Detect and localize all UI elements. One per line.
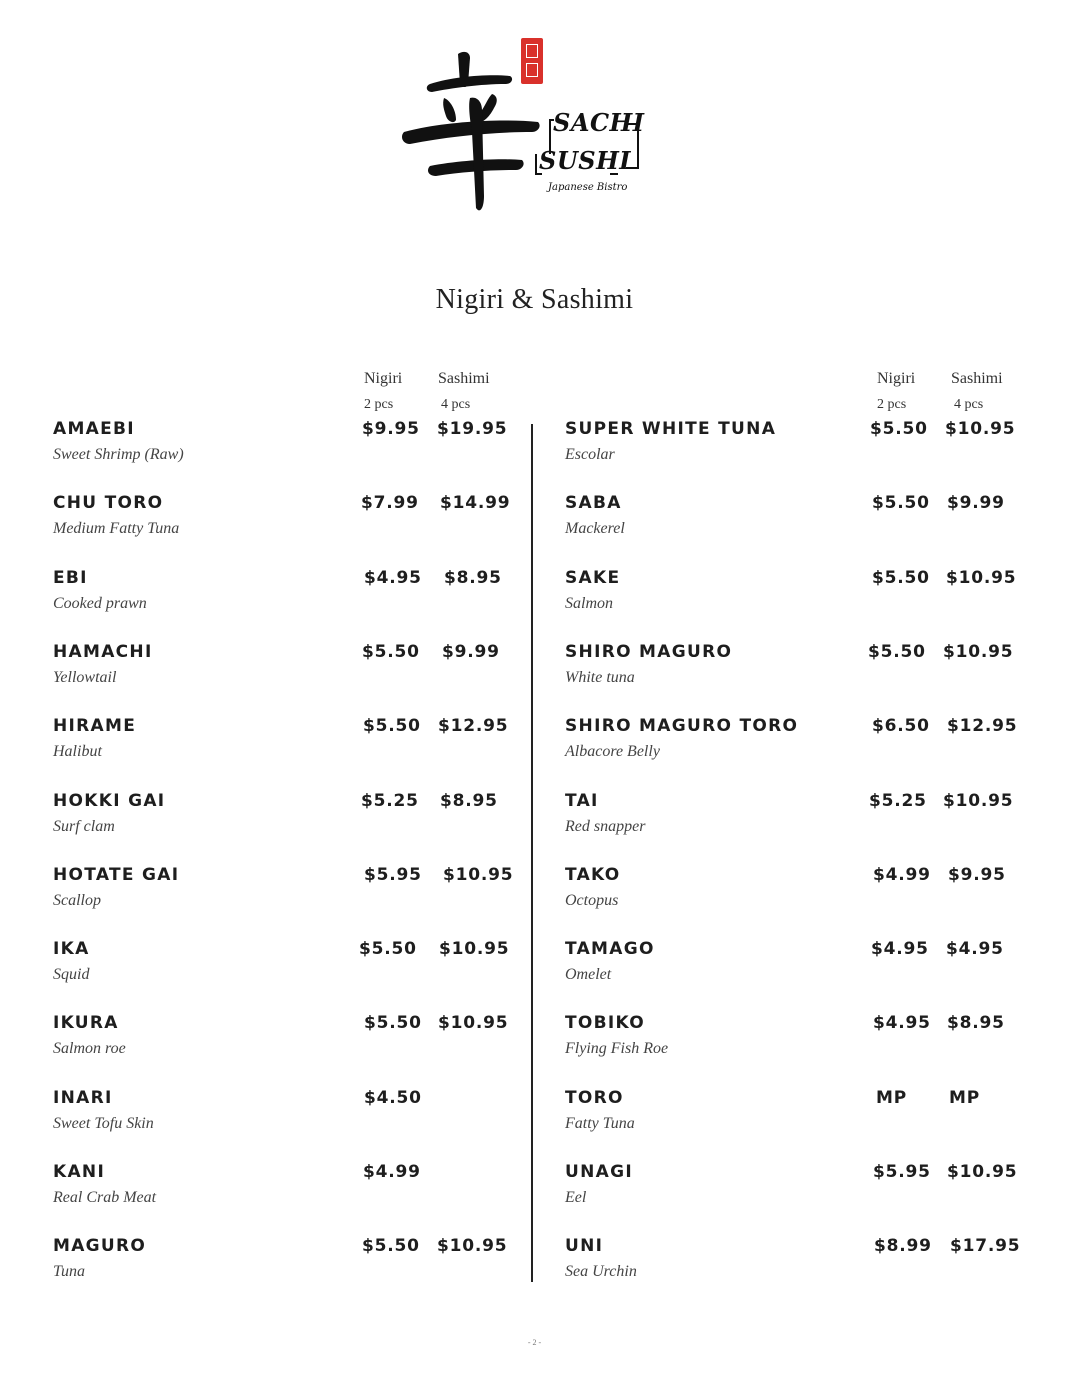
menu-item	[53, 1162, 513, 1222]
sashimi-price: $12.95	[438, 716, 509, 736]
menu-item	[565, 1088, 1025, 1148]
menu-item	[53, 419, 513, 479]
logo-wordmark-sachi: SACHI	[553, 108, 645, 137]
item-name: TOBIKO	[565, 1013, 645, 1033]
item-description: Squid	[53, 966, 90, 983]
sashimi-price: $10.95	[946, 568, 1017, 588]
sashimi-price: $17.95	[950, 1236, 1021, 1256]
nigiri-price: $4.95	[873, 1013, 931, 1033]
item-description: Cooked prawn	[53, 595, 147, 612]
item-name: IKURA	[53, 1013, 119, 1033]
nigiri-label: Nigiri	[877, 370, 916, 387]
item-description: Yellowtail	[53, 669, 117, 686]
nigiri-price: $6.50	[872, 716, 930, 736]
sashimi-price: MP	[949, 1088, 980, 1108]
menu-item	[53, 568, 513, 628]
nigiri-price: $5.50	[364, 1013, 422, 1033]
sashimi-price: $8.95	[444, 568, 502, 588]
sashimi-price: $10.95	[943, 791, 1014, 811]
nigiri-label: Nigiri	[364, 370, 403, 387]
menu-item	[53, 1088, 513, 1148]
nigiri-price: $9.95	[362, 419, 420, 439]
nigiri-price: $4.50	[364, 1088, 422, 1108]
item-description: Salmon	[565, 595, 613, 612]
item-description: Medium Fatty Tuna	[53, 520, 180, 537]
item-description: Flying Fish Roe	[565, 1040, 669, 1057]
page-number: - 2 -	[527, 1338, 542, 1347]
item-description: Escolar	[565, 446, 615, 463]
menu-item	[565, 865, 1025, 925]
nigiri-pieces-label: 2 pcs	[877, 397, 907, 412]
menu-item	[53, 642, 513, 702]
sashimi-pieces-label: 4 pcs	[954, 397, 984, 412]
sashimi-price: $8.95	[947, 1013, 1005, 1033]
sashimi-price: $10.95	[947, 1162, 1018, 1182]
nigiri-price: $5.50	[362, 642, 420, 662]
item-name: TAI	[565, 791, 599, 811]
nigiri-price: $8.99	[874, 1236, 932, 1256]
item-description: Tuna	[53, 1263, 86, 1280]
nigiri-price: $5.50	[872, 493, 930, 513]
nigiri-price: $5.25	[361, 791, 419, 811]
menu-item	[53, 493, 513, 553]
menu-item	[53, 939, 513, 999]
nigiri-price: $5.50	[868, 642, 926, 662]
nigiri-price: $5.50	[362, 1236, 420, 1256]
item-description: Sea Urchin	[565, 1263, 637, 1280]
sashimi-price: $12.95	[947, 716, 1018, 736]
nigiri-column-header	[877, 366, 915, 418]
menu-item	[565, 419, 1025, 479]
menu-item	[565, 716, 1025, 776]
item-description: Mackerel	[565, 520, 625, 537]
nigiri-price: $4.95	[871, 939, 929, 959]
item-description: Sweet Shrimp (Raw)	[53, 446, 184, 463]
column-divider	[531, 424, 533, 1282]
menu-item	[565, 791, 1025, 851]
item-name: INARI	[53, 1088, 113, 1108]
sashimi-price: $9.99	[442, 642, 500, 662]
nigiri-price: $5.95	[873, 1162, 931, 1182]
item-name: SAKE	[565, 568, 621, 588]
menu-item	[565, 642, 1025, 702]
sashimi-price: $19.95	[437, 419, 508, 439]
page-title: Nigiri & Sashimi	[435, 284, 634, 315]
nigiri-price: $5.50	[359, 939, 417, 959]
item-description: White tuna	[565, 669, 635, 686]
menu-item	[53, 791, 513, 851]
menu-item	[53, 865, 513, 925]
menu-item	[565, 939, 1025, 999]
item-name: TAMAGO	[565, 939, 655, 959]
item-description: Sweet Tofu Skin	[53, 1115, 154, 1132]
logo-tagline: Japanese Bistro	[548, 182, 628, 193]
nigiri-price: $5.50	[870, 419, 928, 439]
nigiri-price: $5.25	[869, 791, 927, 811]
item-description: Albacore Belly	[565, 743, 660, 760]
item-description: Salmon roe	[53, 1040, 126, 1057]
sashimi-price: $8.95	[440, 791, 498, 811]
logo-wordmark-sushi: SUSHI	[539, 146, 631, 175]
item-description: Red snapper	[565, 818, 646, 835]
nigiri-price: $7.99	[361, 493, 419, 513]
nigiri-price: MP	[876, 1088, 907, 1108]
sashimi-price: $14.99	[440, 493, 511, 513]
item-name: HOKKI GAI	[53, 791, 166, 811]
item-name: SHIRO MAGURO TORO	[565, 716, 799, 736]
item-name: HIRAME	[53, 716, 137, 736]
nigiri-price: $5.50	[872, 568, 930, 588]
sashimi-price: $10.95	[437, 1236, 508, 1256]
menu-item	[565, 568, 1025, 628]
item-name: IKA	[53, 939, 90, 959]
sashimi-column-header	[951, 366, 1003, 418]
item-description: Real Crab Meat	[53, 1189, 157, 1206]
item-description: Eel	[565, 1189, 587, 1206]
item-name: HOTATE GAI	[53, 865, 180, 885]
item-name: UNAGI	[565, 1162, 633, 1182]
item-name: TORO	[565, 1088, 624, 1108]
item-description: Halibut	[53, 743, 102, 760]
sashimi-price: $10.95	[943, 642, 1014, 662]
menu-item	[53, 1013, 513, 1073]
menu-item	[565, 1236, 1025, 1296]
sashimi-label: Sashimi	[438, 370, 490, 387]
item-name: SABA	[565, 493, 622, 513]
sashimi-pieces-label: 4 pcs	[441, 397, 471, 412]
sashimi-price: $4.95	[946, 939, 1004, 959]
item-name: MAGURO	[53, 1236, 147, 1256]
item-description: Fatty Tuna	[565, 1115, 635, 1132]
nigiri-price: $4.95	[364, 568, 422, 588]
item-name: TAKO	[565, 865, 621, 885]
item-name: HAMACHI	[53, 642, 153, 662]
menu-item	[565, 493, 1025, 553]
sashimi-price: $10.95	[438, 1013, 509, 1033]
sashimi-price: $9.95	[948, 865, 1006, 885]
nigiri-price: $4.99	[873, 865, 931, 885]
restaurant-logo	[400, 36, 650, 221]
item-name: SHIRO MAGURO	[565, 642, 733, 662]
sashimi-price: $10.95	[439, 939, 510, 959]
nigiri-price: $5.50	[363, 716, 421, 736]
item-name: AMAEBI	[53, 419, 135, 439]
item-description: Surf clam	[53, 818, 115, 835]
sashimi-price: $10.95	[443, 865, 514, 885]
sashimi-column-header	[438, 366, 490, 418]
item-description: Octopus	[565, 892, 619, 909]
item-description: Scallop	[53, 892, 101, 909]
item-name: CHU TORO	[53, 493, 164, 513]
sashimi-label: Sashimi	[951, 370, 1003, 387]
item-name: KANI	[53, 1162, 106, 1182]
sashimi-price: $9.99	[947, 493, 1005, 513]
nigiri-column-header	[364, 366, 402, 418]
menu-item	[53, 1236, 513, 1296]
sashimi-price: $10.95	[945, 419, 1016, 439]
nigiri-pieces-label: 2 pcs	[364, 397, 394, 412]
item-description: Omelet	[565, 966, 612, 983]
menu-item	[565, 1013, 1025, 1073]
item-name: SUPER WHITE TUNA	[565, 419, 777, 439]
item-name: UNI	[565, 1236, 604, 1256]
nigiri-price: $5.95	[364, 865, 422, 885]
menu-item	[565, 1162, 1025, 1222]
menu-item	[53, 716, 513, 776]
item-name: EBI	[53, 568, 88, 588]
nigiri-price: $4.99	[363, 1162, 421, 1182]
